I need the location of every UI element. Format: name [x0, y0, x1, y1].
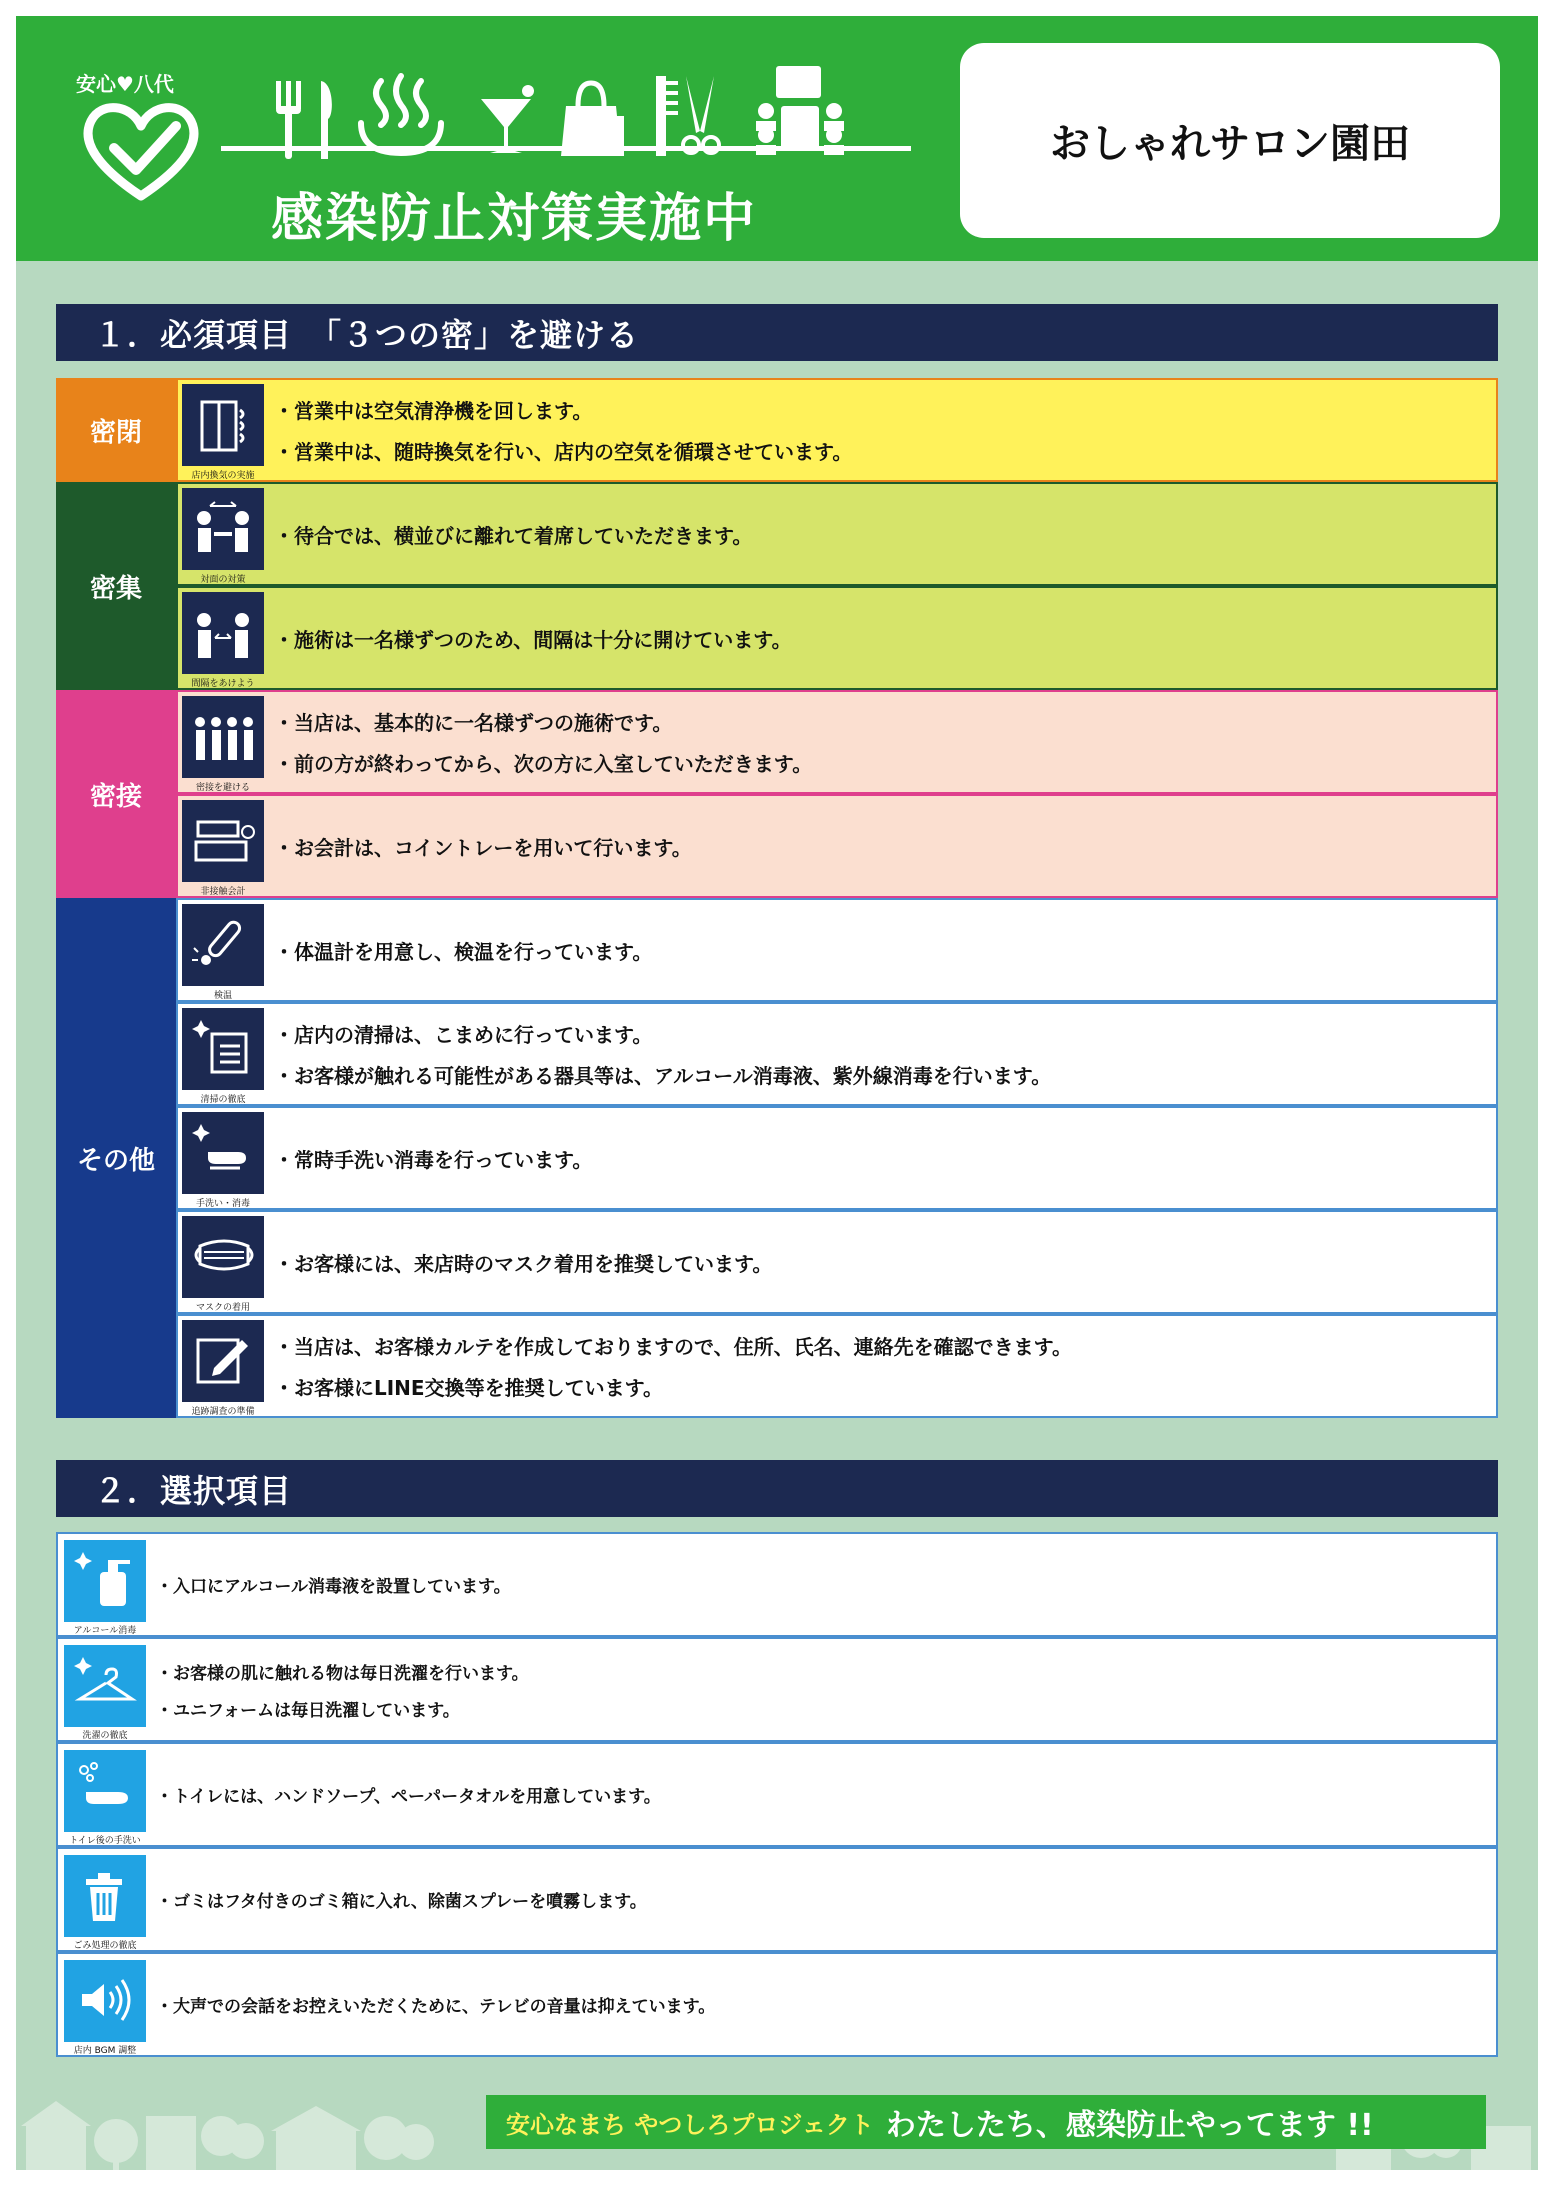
row-text: [274, 1212, 772, 1312]
cleaning-icon: [190, 1016, 256, 1082]
row-icon: [180, 694, 266, 793]
icon-caption: ごみ処理の徹底: [73, 1941, 137, 1951]
row-text: [274, 484, 752, 584]
logo-text: 安心♥八代: [76, 72, 174, 96]
row-line: ・常時手洗い消毒を行っています。: [274, 1147, 593, 1172]
row-icon: [62, 1643, 148, 1741]
icon-caption: 店内換気の実施: [191, 471, 255, 481]
hand-wash-icon: [190, 1120, 256, 1186]
speaker-icon: [72, 1968, 138, 2034]
icon-caption: 店内 BGM 調整: [73, 2046, 137, 2056]
icon-caption: 密接を避ける: [195, 783, 250, 793]
slogan-project: 安心なまち やつしろプロジェクト: [506, 2110, 874, 2139]
table-row: [176, 378, 1498, 482]
icon-caption: マスクの着用: [195, 1303, 250, 1313]
icon-box: [182, 488, 264, 570]
table-row: [176, 898, 1498, 1002]
row-icon: [180, 590, 266, 689]
thermometer-icon: [190, 912, 256, 978]
section1-heading: １．必須項目 「３つの密」を避ける: [56, 304, 1498, 361]
comb-scissors-icon: [656, 76, 719, 156]
page-title: 感染防止対策実施中: [271, 189, 758, 249]
face-to-face-icon: [190, 496, 256, 562]
row-icon: [62, 1538, 148, 1636]
row-text: [274, 1108, 592, 1208]
row-line: ・体温計を用意し、検温を行っています。: [274, 939, 653, 964]
table-row: [56, 1847, 1498, 1952]
row-line: ・ゴミはフタ付きのゴミ箱に入れ、除菌スプレーを噴霧します。: [156, 1892, 647, 1912]
row-text: [274, 900, 652, 1000]
mask-icon: [190, 1224, 256, 1290]
row-text: [156, 1639, 529, 1740]
icon-box: [182, 1112, 264, 1194]
row-line: ・入口にアルコール消毒液を設置しています。: [156, 1577, 511, 1597]
row-icon: [180, 1110, 266, 1209]
avoid-contact-icon: [190, 704, 256, 770]
row-text: [274, 692, 812, 792]
spacing-icon: [190, 600, 256, 666]
alcohol-disinfectant-icon: [72, 1548, 138, 1614]
icon-box: [182, 1320, 264, 1402]
header-divider: [221, 146, 911, 151]
row-line: ・お会計は、コイントレーを用いて行います。: [274, 835, 692, 860]
icon-caption: 対面の対策: [200, 575, 246, 585]
row-line: ・当店は、お客様カルテを作成しておりますので、住所、氏名、連絡先を確認できます。: [274, 1335, 1072, 1359]
icon-box: [64, 1855, 146, 1937]
trash-icon: [72, 1863, 138, 1929]
category-label: 密接: [56, 690, 176, 898]
icon-caption: 洗濯の徹底: [82, 1731, 128, 1741]
row-icon: [62, 1853, 148, 1951]
header-banner: [16, 16, 1538, 261]
row-icon: [62, 1748, 148, 1846]
laundry-icon: [72, 1653, 138, 1719]
row-line: ・当店は、基本的に一名様ずつの施術です。: [274, 711, 673, 735]
slogan-message: わたしたち、感染防止やってます !!: [885, 2108, 1374, 2143]
icon-box: [182, 1008, 264, 1090]
table-row: [176, 1314, 1498, 1418]
row-icon: [180, 382, 266, 481]
icon-box: [64, 1645, 146, 1727]
icon-box: [182, 384, 264, 466]
icon-caption: アルコール消毒: [73, 1626, 137, 1636]
category-label: その他: [56, 898, 176, 1418]
icon-box: [182, 1216, 264, 1298]
category-label: 密閉: [56, 378, 176, 482]
row-text: [156, 1954, 715, 2055]
table-row: [176, 1210, 1498, 1314]
row-text: [274, 588, 792, 688]
row-line: ・お客様の肌に触れる物は毎日洗濯を行います。: [156, 1663, 529, 1684]
row-text: [156, 1744, 661, 1845]
icon-caption: 追跡調査の準備: [191, 1407, 255, 1417]
icon-caption: 清掃の徹底: [200, 1095, 246, 1105]
meeting-icon: [756, 66, 844, 155]
section2-heading: ２．選択項目: [56, 1460, 1498, 1517]
row-text: [274, 796, 692, 896]
row-line: ・お客様にLINE交換等を推奨しています。: [274, 1376, 663, 1400]
row-text: [274, 1004, 1051, 1104]
row-icon: [180, 1214, 266, 1313]
row-text: [156, 1534, 511, 1635]
row-icon: [180, 1318, 266, 1417]
row-icon: [180, 1006, 266, 1105]
icon-box: [64, 1540, 146, 1622]
row-line: ・店内の清掃は、こまめに行っています。: [274, 1023, 653, 1047]
notice-page: [16, 16, 1538, 2170]
row-line: ・施術は一名様ずつのため、間隔は十分に開けています。: [274, 627, 792, 652]
slogan-banner: [486, 2095, 1486, 2149]
icon-box: [64, 1750, 146, 1832]
icon-box: [182, 592, 264, 674]
row-line: ・お客様が触れる可能性がある器具等は、アルコール消毒液、紫外線消毒を行います。: [274, 1064, 1052, 1088]
table-row: [176, 794, 1498, 898]
toilet-hand-wash-icon: [72, 1758, 138, 1824]
icon-caption: 非接触会計: [200, 887, 246, 897]
row-icon: [180, 486, 266, 585]
row-line: ・待合では、横並びに離れて着席していただきます。: [274, 523, 753, 548]
icon-box: [64, 1960, 146, 2042]
icon-box: [182, 800, 264, 882]
table-row: [176, 482, 1498, 586]
row-icon: [180, 902, 266, 1001]
shop-name: おしゃれサロン園田: [1050, 121, 1410, 167]
cocktail-icon: [481, 85, 534, 153]
row-line: ・営業中は空気清浄機を回します。: [274, 399, 593, 423]
table-row: [176, 1106, 1498, 1210]
table-row: [176, 690, 1498, 794]
category-label: 密集: [56, 482, 176, 690]
table-row: [176, 586, 1498, 690]
table-row: [176, 1002, 1498, 1106]
icon-caption: 間隔をあけよう: [191, 679, 255, 689]
tracing-survey-icon: [190, 1328, 256, 1394]
row-line: ・ユニフォームは毎日洗濯しています。: [156, 1700, 460, 1721]
shop-name-box: [960, 43, 1500, 238]
row-icon: [180, 798, 266, 897]
table-row: [56, 1637, 1498, 1742]
hot-spring-icon: [361, 76, 441, 153]
row-text: [274, 380, 852, 480]
icon-caption: トイレ後の手洗い: [69, 1836, 141, 1846]
contactless-payment-icon: [190, 808, 256, 874]
row-line: ・お客様には、来店時のマスク着用を推奨しています。: [274, 1251, 773, 1276]
row-text: [156, 1849, 647, 1950]
icon-box: [182, 904, 264, 986]
row-icon: [62, 1958, 148, 2056]
table-row: [56, 1742, 1498, 1847]
row-line: ・営業中は、随時換気を行い、店内の空気を循環させています。: [274, 440, 853, 464]
icon-box: [182, 696, 264, 778]
row-line: ・トイレには、ハンドソープ、ペーパータオルを用意しています。: [156, 1787, 661, 1807]
icon-caption: 手洗い・消毒: [195, 1199, 250, 1209]
row-line: ・大声での会話をお控えいただくために、テレビの音量は抑えています。: [156, 1997, 716, 2017]
ventilation-icon: [190, 392, 256, 458]
row-text: [274, 1316, 1072, 1416]
icon-caption: 検温: [213, 991, 232, 1001]
table-row: [56, 1952, 1498, 2057]
table-row: [56, 1532, 1498, 1637]
row-line: ・前の方が終わってから、次の方に入室していただきます。: [274, 752, 813, 776]
heart-check-logo-icon: [76, 96, 206, 206]
